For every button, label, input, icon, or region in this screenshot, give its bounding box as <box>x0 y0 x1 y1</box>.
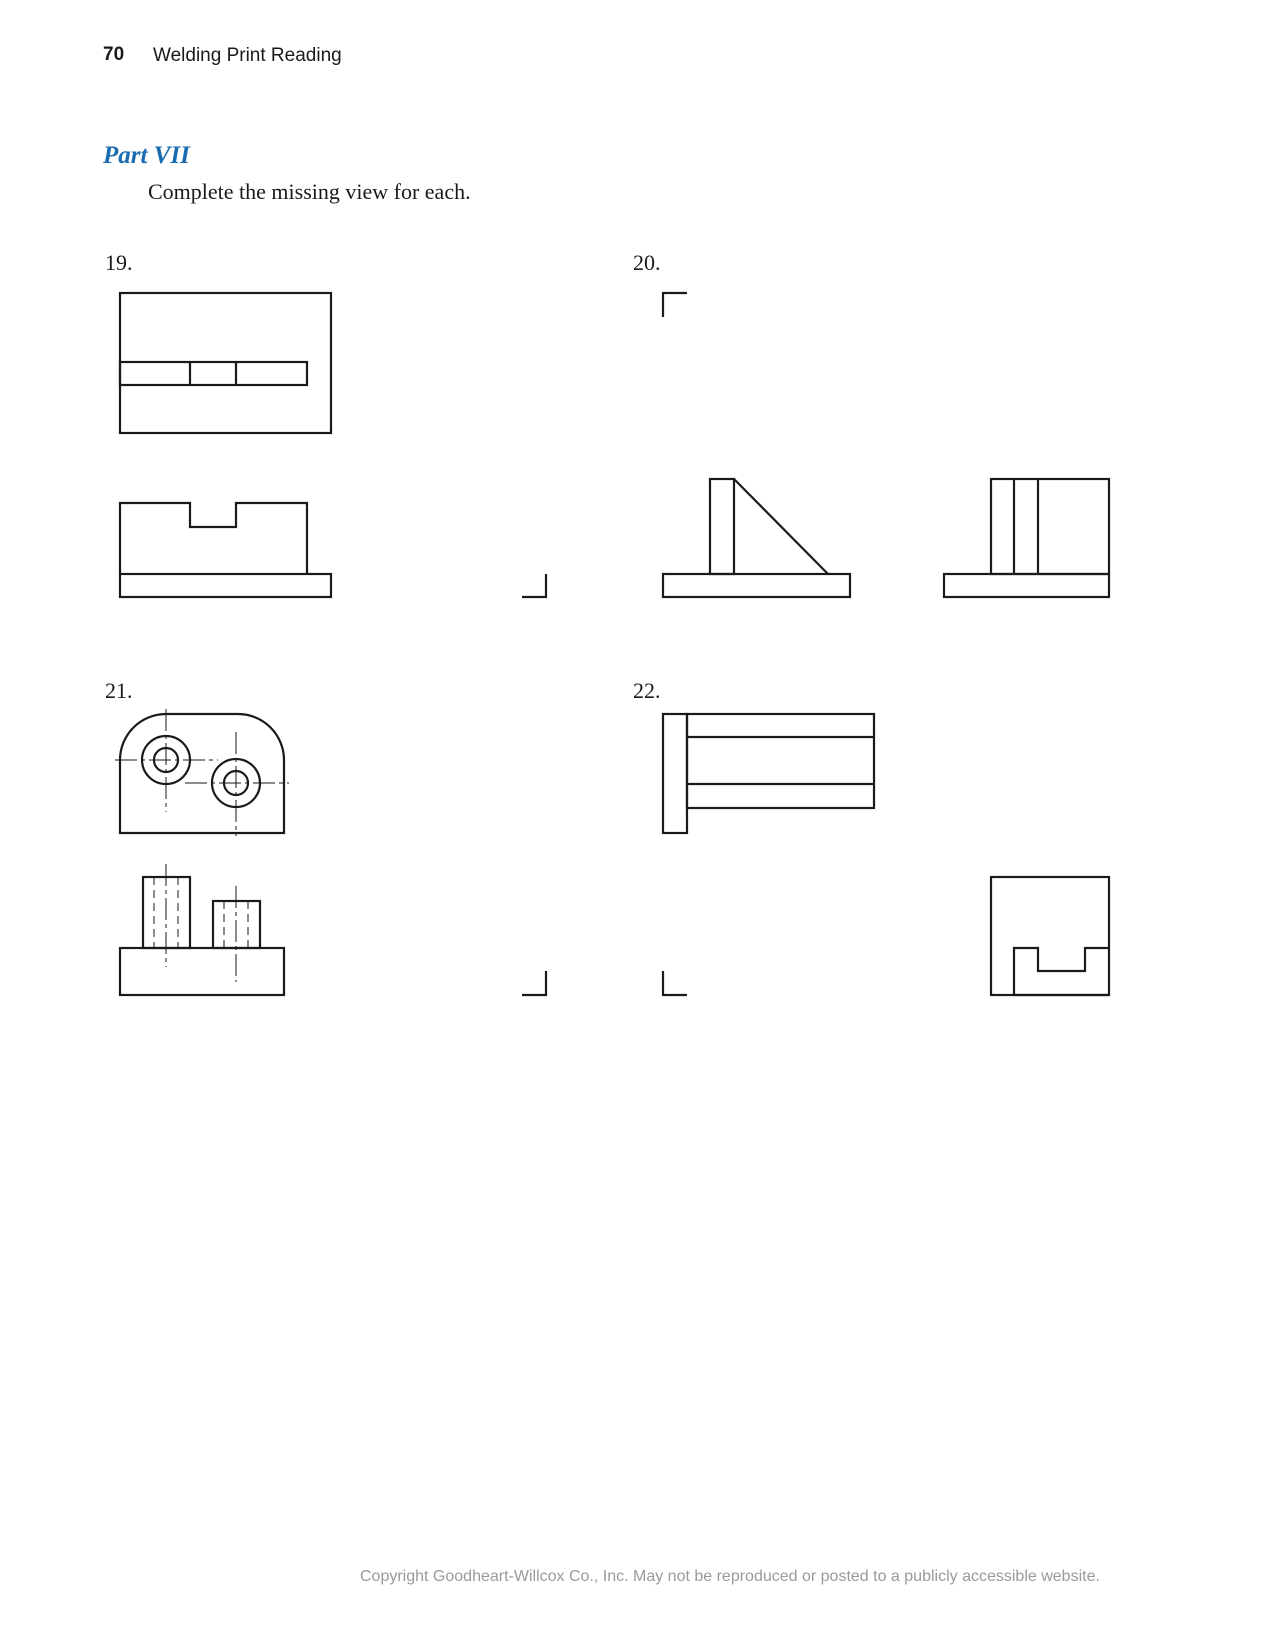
page-number: 70 <box>103 44 125 65</box>
problem-22-number: 22. <box>633 678 661 703</box>
view-corner-mark-20 <box>663 293 687 317</box>
problem-21-top-view <box>115 709 289 836</box>
problem-20-front-view <box>663 479 850 597</box>
view-corner-mark-22 <box>663 971 687 995</box>
problem-19-drawings <box>120 293 546 597</box>
problem-20-side-view <box>944 479 1109 597</box>
view-corner-mark-21 <box>522 971 546 995</box>
section-instruction: Complete the missing view for each. <box>148 179 471 204</box>
section-title: Part VII <box>103 142 190 169</box>
running-header-title: Welding Print Reading <box>153 45 342 66</box>
problem-19-front-view <box>120 503 331 597</box>
problem-19-number: 19. <box>105 250 133 275</box>
problem-20-drawings <box>663 293 1109 597</box>
view-corner-mark-19 <box>522 574 546 597</box>
copyright-notice: Copyright Goodheart-Willcox Co., Inc. May not be reproduced or posted to a publicly accessible website. <box>360 1568 1100 1585</box>
problem-21-front-view <box>120 864 284 995</box>
problem-22-drawings <box>663 714 1109 995</box>
problem-21-number: 21. <box>105 678 133 703</box>
problem-22-top-view <box>663 714 874 833</box>
problem-19-top-view <box>120 293 331 433</box>
problem-21-drawings <box>115 709 546 995</box>
problem-22-side-view <box>991 877 1109 995</box>
problem-20-number: 20. <box>633 250 661 275</box>
